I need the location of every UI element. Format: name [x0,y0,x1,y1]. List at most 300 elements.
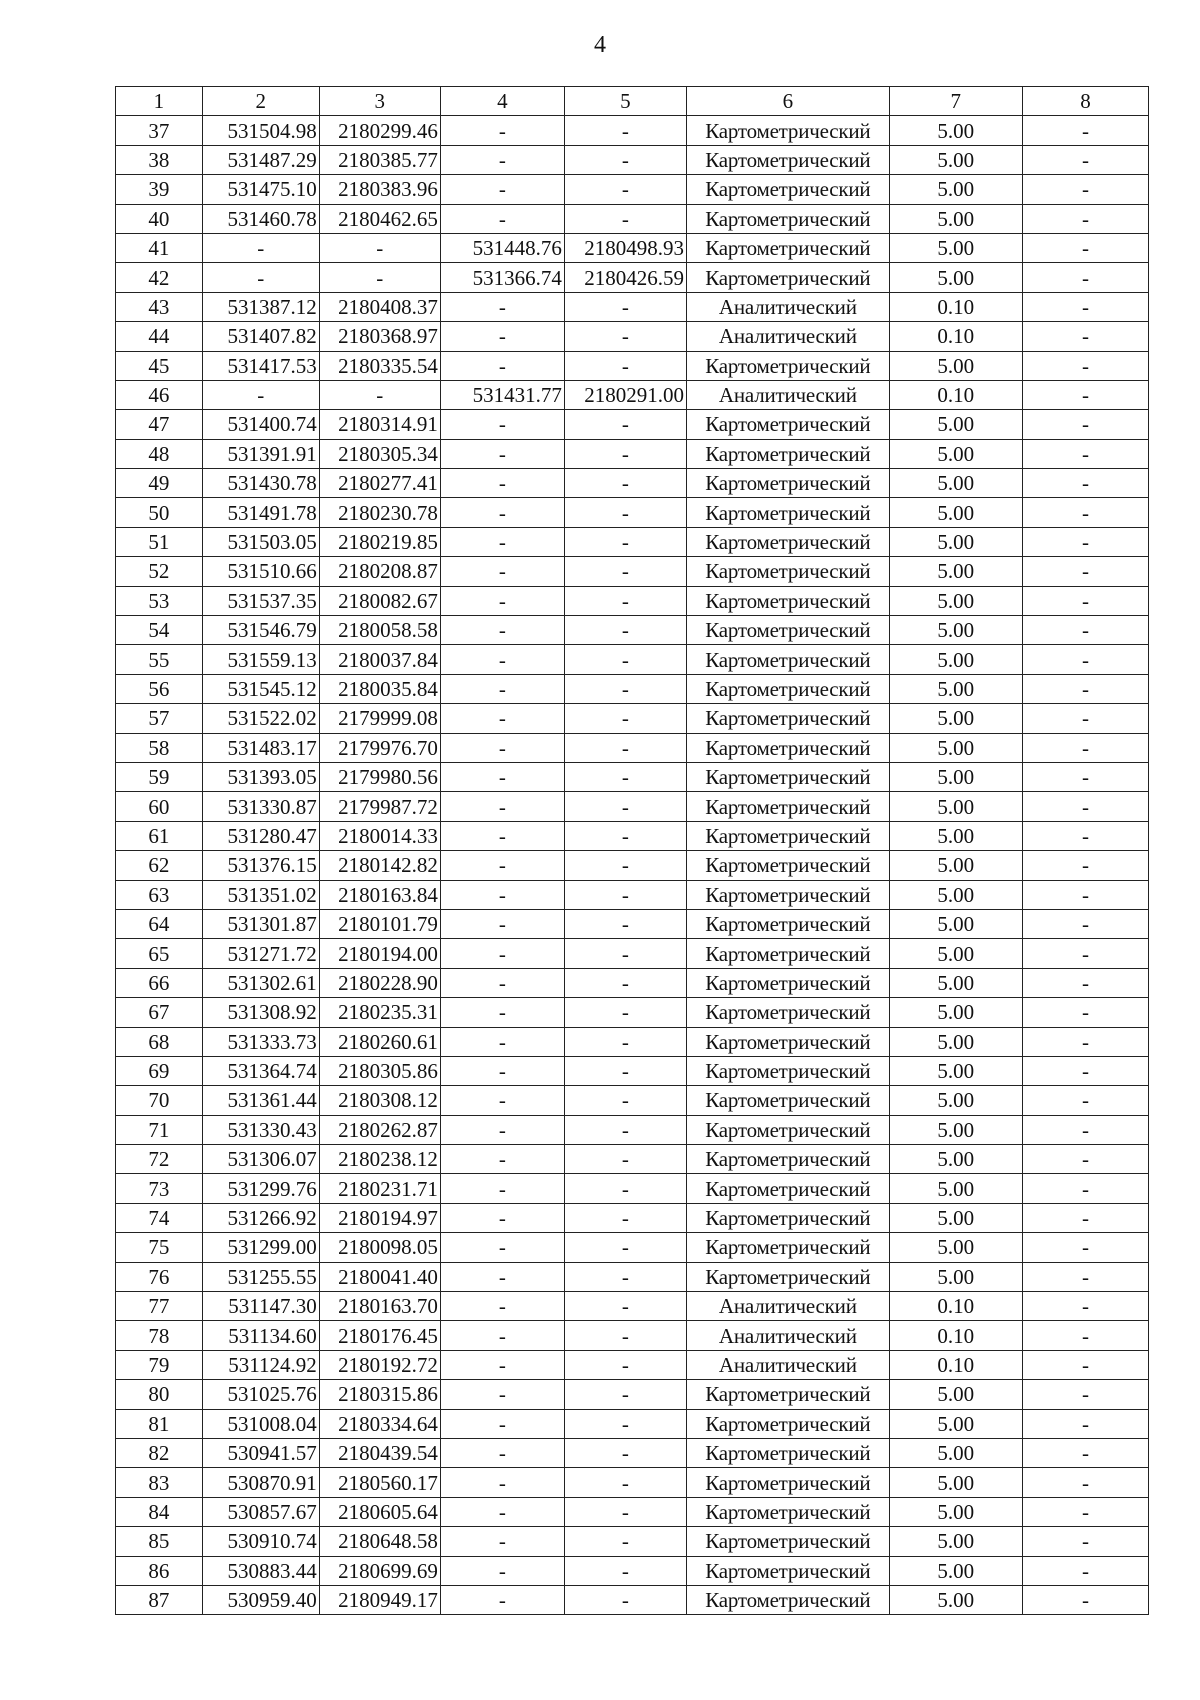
cell-description: - [1022,439,1148,468]
cell-y-coordinate: 2180315.86 [319,1380,440,1409]
cell-accuracy: 5.00 [889,1468,1022,1497]
column-header-1: 1 [116,87,203,116]
cell-new-y-coordinate: - [564,1380,686,1409]
cell-accuracy: 5.00 [889,1086,1022,1115]
cell-new-x-coordinate: - [440,1027,564,1056]
cell-new-x-coordinate: - [440,674,564,703]
cell-y-coordinate: 2180230.78 [319,498,440,527]
table-row [116,909,1149,938]
cell-y-coordinate: 2180949.17 [319,1585,440,1614]
cell-accuracy: 5.00 [889,792,1022,821]
cell-point-number: 48 [116,439,203,468]
cell-y-coordinate: - [319,263,440,292]
cell-new-y-coordinate: - [564,1233,686,1262]
cell-description: - [1022,1174,1148,1203]
cell-new-x-coordinate: - [440,351,564,380]
cell-method: Картометрический [686,851,889,880]
cell-y-coordinate: 2180058.58 [319,616,440,645]
cell-x-coordinate: 530959.40 [202,1585,319,1614]
cell-accuracy: 0.10 [889,1350,1022,1379]
cell-method: Картометрический [686,116,889,145]
cell-method: Картометрический [686,880,889,909]
cell-y-coordinate: 2180314.91 [319,410,440,439]
cell-new-y-coordinate: 2180426.59 [564,263,686,292]
cell-accuracy: 5.00 [889,1145,1022,1174]
cell-description: - [1022,1203,1148,1232]
cell-x-coordinate: 530941.57 [202,1438,319,1467]
cell-x-coordinate: 531387.12 [202,292,319,321]
cell-point-number: 49 [116,469,203,498]
cell-accuracy: 5.00 [889,1233,1022,1262]
cell-y-coordinate: 2180605.64 [319,1497,440,1526]
cell-point-number: 37 [116,116,203,145]
cell-description: - [1022,380,1148,409]
cell-point-number: 50 [116,498,203,527]
cell-point-number: 85 [116,1527,203,1556]
cell-accuracy: 5.00 [889,175,1022,204]
cell-point-number: 78 [116,1321,203,1350]
cell-new-y-coordinate: - [564,1527,686,1556]
cell-description: - [1022,1527,1148,1556]
cell-accuracy: 5.00 [889,1115,1022,1144]
cell-x-coordinate: 531460.78 [202,204,319,233]
cell-new-y-coordinate: - [564,1438,686,1467]
cell-new-y-coordinate: - [564,204,686,233]
table-row [116,1115,1149,1144]
table-row [116,380,1149,409]
cell-new-x-coordinate: - [440,704,564,733]
cell-new-y-coordinate: - [564,821,686,850]
cell-y-coordinate: 2180194.97 [319,1203,440,1232]
cell-point-number: 68 [116,1027,203,1056]
cell-accuracy: 0.10 [889,322,1022,351]
cell-x-coordinate: 531330.87 [202,792,319,821]
table-row [116,1438,1149,1467]
cell-x-coordinate: 530910.74 [202,1527,319,1556]
cell-method: Картометрический [686,1086,889,1115]
cell-new-y-coordinate: 2180498.93 [564,233,686,262]
cell-description: - [1022,939,1148,968]
table-row [116,1350,1149,1379]
cell-accuracy: 5.00 [889,1409,1022,1438]
cell-new-y-coordinate: - [564,1115,686,1144]
cell-description: - [1022,233,1148,262]
cell-point-number: 74 [116,1203,203,1232]
table-row [116,527,1149,556]
table-body [116,116,1149,1615]
cell-point-number: 53 [116,586,203,615]
column-header-4: 4 [440,87,564,116]
cell-new-x-coordinate: - [440,175,564,204]
cell-accuracy: 5.00 [889,1027,1022,1056]
cell-description: - [1022,1262,1148,1291]
cell-new-x-coordinate: - [440,1527,564,1556]
cell-new-y-coordinate: - [564,145,686,174]
cell-new-x-coordinate: - [440,439,564,468]
cell-new-x-coordinate: - [440,292,564,321]
table-row [116,821,1149,850]
cell-point-number: 45 [116,351,203,380]
cell-new-y-coordinate: - [564,586,686,615]
cell-y-coordinate: 2180385.77 [319,145,440,174]
cell-new-x-coordinate: - [440,145,564,174]
cell-y-coordinate: 2180299.46 [319,116,440,145]
cell-x-coordinate: 531407.82 [202,322,319,351]
cell-accuracy: 5.00 [889,204,1022,233]
cell-new-x-coordinate: 531448.76 [440,233,564,262]
cell-point-number: 75 [116,1233,203,1262]
cell-point-number: 52 [116,557,203,586]
cell-new-y-coordinate: - [564,1203,686,1232]
table-row [116,586,1149,615]
cell-new-x-coordinate: - [440,1145,564,1174]
cell-x-coordinate: 531430.78 [202,469,319,498]
cell-method: Аналитический [686,380,889,409]
cell-method: Картометрический [686,645,889,674]
cell-point-number: 51 [116,527,203,556]
cell-point-number: 84 [116,1497,203,1526]
cell-method: Картометрический [686,1438,889,1467]
cell-new-x-coordinate: - [440,762,564,791]
cell-new-y-coordinate: - [564,792,686,821]
cell-point-number: 66 [116,968,203,997]
table-row [116,1292,1149,1321]
cell-new-y-coordinate: - [564,557,686,586]
cell-new-y-coordinate: - [564,498,686,527]
cell-method: Картометрический [686,762,889,791]
cell-x-coordinate: 531134.60 [202,1321,319,1350]
cell-accuracy: 5.00 [889,1556,1022,1585]
cell-new-x-coordinate: - [440,1497,564,1526]
cell-x-coordinate: - [202,263,319,292]
cell-new-y-coordinate: - [564,1468,686,1497]
cell-new-y-coordinate: - [564,1174,686,1203]
cell-accuracy: 5.00 [889,439,1022,468]
cell-method: Картометрический [686,1585,889,1614]
cell-description: - [1022,116,1148,145]
cell-accuracy: 5.00 [889,1527,1022,1556]
cell-new-x-coordinate: - [440,1233,564,1262]
cell-accuracy: 5.00 [889,998,1022,1027]
cell-accuracy: 5.00 [889,557,1022,586]
cell-y-coordinate: 2180219.85 [319,527,440,556]
cell-y-coordinate: 2179987.72 [319,792,440,821]
cell-accuracy: 5.00 [889,1585,1022,1614]
cell-x-coordinate: 531487.29 [202,145,319,174]
cell-point-number: 86 [116,1556,203,1585]
table-row [116,175,1149,204]
cell-description: - [1022,498,1148,527]
cell-y-coordinate: 2180439.54 [319,1438,440,1467]
cell-description: - [1022,1321,1148,1350]
cell-method: Картометрический [686,1556,889,1585]
cell-description: - [1022,1438,1148,1467]
cell-description: - [1022,263,1148,292]
cell-method: Картометрический [686,733,889,762]
cell-description: - [1022,1233,1148,1262]
cell-new-y-coordinate: - [564,909,686,938]
cell-y-coordinate: 2180699.69 [319,1556,440,1585]
table-row [116,880,1149,909]
cell-accuracy: 5.00 [889,1262,1022,1291]
cell-accuracy: 5.00 [889,939,1022,968]
cell-accuracy: 5.00 [889,821,1022,850]
cell-method: Аналитический [686,1292,889,1321]
cell-method: Картометрический [686,1468,889,1497]
cell-new-x-coordinate: - [440,1468,564,1497]
cell-y-coordinate: 2180408.37 [319,292,440,321]
cell-x-coordinate: 531510.66 [202,557,319,586]
cell-new-y-coordinate: - [564,968,686,997]
table-row [116,204,1149,233]
cell-x-coordinate: 531503.05 [202,527,319,556]
cell-description: - [1022,204,1148,233]
cell-x-coordinate: 531330.43 [202,1115,319,1144]
cell-new-x-coordinate: - [440,1321,564,1350]
cell-accuracy: 5.00 [889,116,1022,145]
cell-method: Картометрический [686,704,889,733]
table-row [116,322,1149,351]
cell-point-number: 70 [116,1086,203,1115]
cell-method: Картометрический [686,1174,889,1203]
table-row [116,1145,1149,1174]
cell-y-coordinate: 2180014.33 [319,821,440,850]
table-row [116,704,1149,733]
table-row [116,1174,1149,1203]
table-row [116,1556,1149,1585]
cell-x-coordinate: 531559.13 [202,645,319,674]
cell-method: Картометрический [686,1233,889,1262]
table-row [116,1497,1149,1526]
cell-y-coordinate: 2180383.96 [319,175,440,204]
coordinates-table [115,86,1149,1615]
cell-y-coordinate: 2180462.65 [319,204,440,233]
table-row [116,116,1149,145]
cell-description: - [1022,292,1148,321]
cell-new-x-coordinate: - [440,1380,564,1409]
cell-accuracy: 5.00 [889,1438,1022,1467]
cell-new-y-coordinate: - [564,1262,686,1291]
cell-x-coordinate: 531417.53 [202,351,319,380]
cell-new-x-coordinate: - [440,1174,564,1203]
cell-x-coordinate: 531475.10 [202,175,319,204]
cell-method: Картометрический [686,1409,889,1438]
cell-x-coordinate: 531302.61 [202,968,319,997]
cell-point-number: 44 [116,322,203,351]
cell-point-number: 56 [116,674,203,703]
cell-y-coordinate: 2179999.08 [319,704,440,733]
cell-y-coordinate: 2180082.67 [319,586,440,615]
cell-method: Картометрический [686,1380,889,1409]
table-row [116,851,1149,880]
cell-new-x-coordinate: - [440,1292,564,1321]
cell-new-x-coordinate: - [440,733,564,762]
cell-x-coordinate: 531025.76 [202,1380,319,1409]
cell-new-x-coordinate: - [440,998,564,1027]
cell-new-x-coordinate: - [440,792,564,821]
table-row [116,498,1149,527]
cell-x-coordinate: 531147.30 [202,1292,319,1321]
cell-new-x-coordinate: 531431.77 [440,380,564,409]
cell-y-coordinate: 2180098.05 [319,1233,440,1262]
table-row [116,1056,1149,1085]
cell-description: - [1022,1292,1148,1321]
cell-point-number: 64 [116,909,203,938]
table-row [116,998,1149,1027]
cell-new-x-coordinate: - [440,1585,564,1614]
cell-method: Картометрический [686,998,889,1027]
cell-x-coordinate: 531008.04 [202,1409,319,1438]
cell-y-coordinate: 2180277.41 [319,469,440,498]
table-row [116,292,1149,321]
cell-new-y-coordinate: - [564,1145,686,1174]
cell-point-number: 69 [116,1056,203,1085]
cell-new-y-coordinate: - [564,645,686,674]
cell-x-coordinate: 531266.92 [202,1203,319,1232]
cell-method: Картометрический [686,1527,889,1556]
cell-new-x-coordinate: - [440,821,564,850]
cell-accuracy: 5.00 [889,1203,1022,1232]
cell-new-y-coordinate: - [564,704,686,733]
cell-description: - [1022,616,1148,645]
cell-description: - [1022,645,1148,674]
cell-method: Картометрический [686,498,889,527]
table-row [116,762,1149,791]
table-row [116,1380,1149,1409]
cell-new-y-coordinate: - [564,469,686,498]
table-row [116,233,1149,262]
cell-description: - [1022,1556,1148,1585]
cell-point-number: 39 [116,175,203,204]
cell-x-coordinate: 531361.44 [202,1086,319,1115]
cell-y-coordinate: 2180260.61 [319,1027,440,1056]
cell-accuracy: 5.00 [889,1380,1022,1409]
cell-description: - [1022,351,1148,380]
cell-description: - [1022,1497,1148,1526]
cell-description: - [1022,469,1148,498]
cell-method: Картометрический [686,351,889,380]
cell-description: - [1022,1056,1148,1085]
cell-new-x-coordinate: - [440,410,564,439]
cell-y-coordinate: 2180335.54 [319,351,440,380]
cell-new-x-coordinate: - [440,204,564,233]
column-header-8: 8 [1022,87,1148,116]
cell-point-number: 40 [116,204,203,233]
cell-description: - [1022,1409,1148,1438]
cell-new-x-coordinate: - [440,1438,564,1467]
cell-point-number: 38 [116,145,203,174]
cell-point-number: 71 [116,1115,203,1144]
cell-method: Картометрический [686,204,889,233]
cell-description: - [1022,1468,1148,1497]
table-row [116,351,1149,380]
cell-accuracy: 5.00 [889,527,1022,556]
cell-x-coordinate: - [202,233,319,262]
cell-y-coordinate: 2179976.70 [319,733,440,762]
table-row [116,733,1149,762]
cell-y-coordinate: 2180560.17 [319,1468,440,1497]
cell-point-number: 81 [116,1409,203,1438]
cell-method: Картометрический [686,674,889,703]
cell-new-y-coordinate: - [564,1585,686,1614]
cell-method: Картометрический [686,557,889,586]
cell-description: - [1022,821,1148,850]
cell-x-coordinate: 531391.91 [202,439,319,468]
cell-y-coordinate: 2180037.84 [319,645,440,674]
cell-x-coordinate: 531393.05 [202,762,319,791]
cell-point-number: 58 [116,733,203,762]
cell-x-coordinate: 531376.15 [202,851,319,880]
cell-accuracy: 5.00 [889,351,1022,380]
cell-new-y-coordinate: - [564,439,686,468]
cell-method: Картометрический [686,792,889,821]
cell-x-coordinate: 531522.02 [202,704,319,733]
cell-method: Аналитический [686,1321,889,1350]
cell-accuracy: 5.00 [889,968,1022,997]
cell-new-y-coordinate: 2180291.00 [564,380,686,409]
cell-new-y-coordinate: - [564,1556,686,1585]
table-row [116,1321,1149,1350]
cell-x-coordinate: 530857.67 [202,1497,319,1526]
table-header-row [116,87,1149,116]
cell-x-coordinate: 531364.74 [202,1056,319,1085]
cell-description: - [1022,762,1148,791]
cell-new-x-coordinate: - [440,116,564,145]
cell-x-coordinate: 530870.91 [202,1468,319,1497]
cell-x-coordinate: 531271.72 [202,939,319,968]
cell-accuracy: 0.10 [889,1292,1022,1321]
cell-method: Картометрический [686,616,889,645]
cell-x-coordinate: 531504.98 [202,116,319,145]
cell-description: - [1022,586,1148,615]
column-header-5: 5 [564,87,686,116]
cell-accuracy: 5.00 [889,616,1022,645]
cell-accuracy: 5.00 [889,410,1022,439]
cell-y-coordinate: 2180041.40 [319,1262,440,1291]
cell-new-y-coordinate: - [564,762,686,791]
cell-x-coordinate: 531537.35 [202,586,319,615]
cell-y-coordinate: 2180305.86 [319,1056,440,1085]
cell-y-coordinate: 2180163.70 [319,1292,440,1321]
cell-new-y-coordinate: - [564,1497,686,1526]
cell-new-y-coordinate: - [564,292,686,321]
cell-y-coordinate: 2180305.34 [319,439,440,468]
cell-description: - [1022,998,1148,1027]
cell-description: - [1022,1027,1148,1056]
cell-new-x-coordinate: - [440,586,564,615]
cell-accuracy: 5.00 [889,909,1022,938]
cell-description: - [1022,909,1148,938]
cell-description: - [1022,1350,1148,1379]
cell-new-y-coordinate: - [564,616,686,645]
cell-new-y-coordinate: - [564,1350,686,1379]
table-row [116,616,1149,645]
cell-description: - [1022,1145,1148,1174]
cell-accuracy: 5.00 [889,469,1022,498]
cell-method: Картометрический [686,439,889,468]
cell-method: Аналитический [686,322,889,351]
cell-y-coordinate: 2180238.12 [319,1145,440,1174]
table-row [116,1027,1149,1056]
cell-accuracy: 0.10 [889,380,1022,409]
table-row [116,1468,1149,1497]
cell-method: Картометрический [686,527,889,556]
page-number: 4 [594,32,606,58]
cell-y-coordinate: 2180308.12 [319,1086,440,1115]
cell-x-coordinate: 531333.73 [202,1027,319,1056]
table-row [116,1203,1149,1232]
cell-new-y-coordinate: - [564,322,686,351]
